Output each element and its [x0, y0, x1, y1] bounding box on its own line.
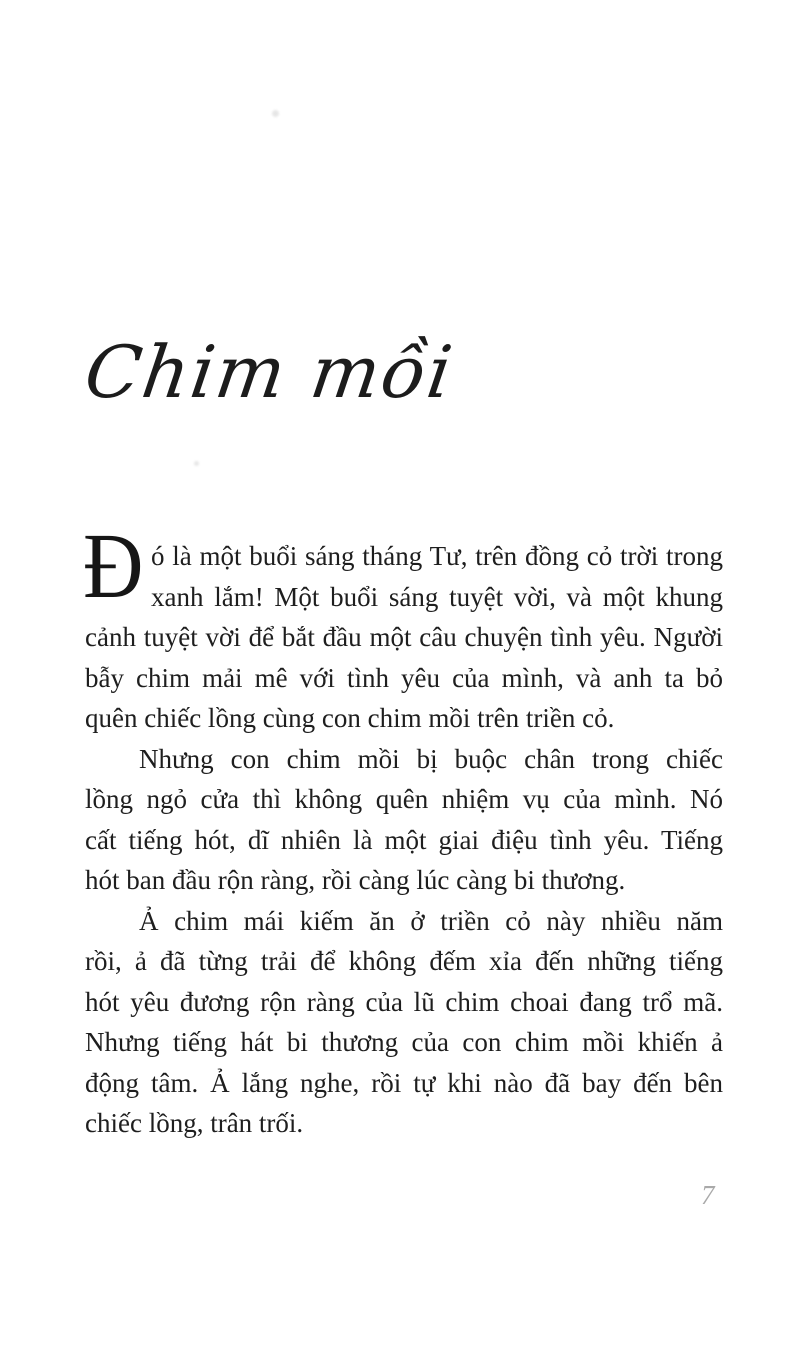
- text-line: hót yêu đương rộn ràng của lũ chim choai đang trổ mã.: [85, 986, 723, 1017]
- paragraph-3: [85, 901, 723, 1144]
- text-line: ó là một buổi sáng tháng Tư, trên đồng cỏ trời trong: [151, 541, 723, 571]
- page-number: 7: [701, 1180, 715, 1210]
- paragraph-1: [83, 515, 723, 739]
- text-line: Nhưng con chim mồi bị buộc chân trong chiếc: [139, 743, 723, 774]
- text-line: chiếc lồng, trân trối.: [85, 1108, 304, 1138]
- text-line: quên chiếc lồng cùng con chim mồi trên triền cỏ.: [85, 703, 615, 733]
- text-line: hót ban đầu rộn ràng, rồi càng lúc càng bi thương.: [85, 865, 626, 895]
- text-line: xanh lắm! Một buổi sáng tuyệt vời, và một khung: [151, 581, 723, 612]
- text-line: Nhưng tiếng hát bi thương của con chim mồi khiến ả: [85, 1027, 723, 1057]
- text-line: Ả chim mái kiếm ăn ở triền cỏ này nhiều năm: [139, 905, 723, 936]
- text-line: lồng ngỏ cửa thì không quên nhiệm vụ của mình. Nó: [85, 784, 723, 814]
- paragraph-2: [85, 739, 723, 901]
- scan-artifact-dot: [272, 110, 279, 117]
- text-line: động tâm. Ả lắng nghe, rồi tự khi nào đã bay đến bên: [85, 1067, 723, 1098]
- chapter-title: Chim mồi: [80, 330, 459, 414]
- text-line: cảnh tuyệt vời để bắt đầu một câu chuyện tình yêu. Người: [85, 622, 723, 652]
- text-line: cất tiếng hót, dĩ nhiên là một giai điệu tình yêu. Tiếng: [85, 824, 723, 855]
- scan-artifact-dot: [194, 461, 199, 466]
- text-line: rồi, ả đã từng trải để không đếm xỉa đến những tiếng: [85, 946, 723, 976]
- drop-cap-letter: Đ: [83, 515, 144, 618]
- body-text: [83, 515, 723, 1144]
- text-line: bẫy chim mải mê với tình yêu của mình, và anh ta bỏ: [85, 662, 723, 693]
